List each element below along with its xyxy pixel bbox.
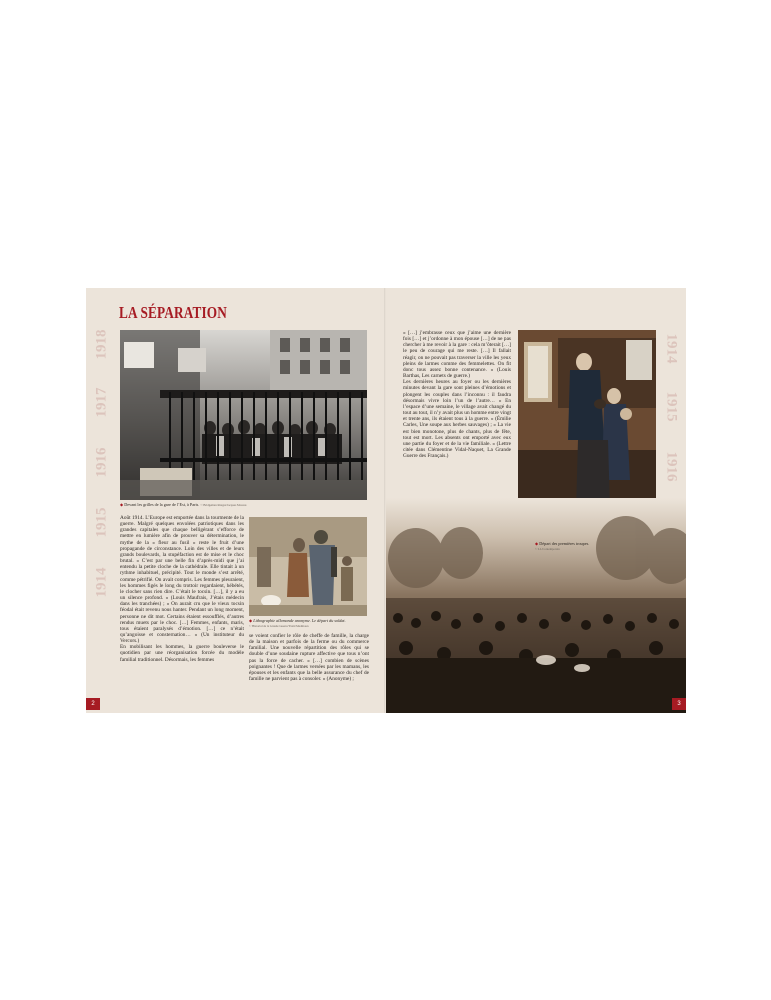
caption-text: Lithographie allemande anonyme. Le départ du soldat. (253, 618, 346, 623)
photo-lithograph (249, 517, 367, 616)
article-column-2 (249, 633, 369, 682)
caption-lithograph (249, 618, 367, 629)
year-label: 1915 (93, 507, 110, 538)
caption-bullet: ◆ (120, 502, 125, 507)
soldier-departure-illustration (249, 517, 367, 616)
marching-troops-illustration (386, 498, 686, 713)
caption-credit: © LL/Contemporain (535, 547, 560, 551)
year-label: 1916 (93, 447, 110, 478)
paragraph: se voient confier le rôle de cheffe de famille, la charge de la maison et parfois de la ferme ou du commerce familial. Une nouvelle répartition des rôles qui se double d’une soudaine rupture affective que tous n’ont pas la force de cacher. « […] combien de scènes poignantes ! Que de larmes versées par les mamans, les épouses et les enfants que la belle assurance du chef de famille ne parvient pas à consoler. » (Anonyme) ; (249, 633, 369, 683)
caption-bullet: ◆ (249, 618, 254, 623)
magazine-spread (86, 288, 686, 713)
article-column-1 (120, 515, 244, 663)
page-number-left: 2 (86, 698, 100, 710)
paragraph: « […] j’embrasse ceux que j’aime une dernière fois […] et j’ordonne à mon épouse […] de ne pas chercher à me revoir à la gare : cela m’ôterait […] le peu de courage qui me reste. […] Il fallait réagir, on ne pouvait pas traverser la ville les yeux pleins de larmes comme des femmelettes. On fit donc tous assez bonne contenance. » (Louis Barthas, Les carnets de guerre.) (403, 330, 511, 380)
caption-gare-est (120, 502, 367, 508)
paragraph: En mobilisant les hommes, la guerre bouleverse le quotidien par une réorganisation forcée du modèle familial traditionnel. Désormais, les femmes (120, 644, 244, 663)
photo-depart-troupes (386, 498, 686, 713)
caption-depart-troupes (535, 541, 615, 552)
year-label: 1915 (663, 391, 680, 422)
year-label: 1914 (93, 567, 110, 598)
paragraph: Les dernières heures au foyer ou les dernières minutes devant la gare sont pleines d’émotions et plongent les couples dans l’inconnu : il faudra désormais vivre loin l’un de l’autre… « En l’espace d’une semaine, le village avait changé du tout au tout, il n’y avait plus un homme entre vingt et trente ans, ils étaient tous à la guerre. » (Émilie Carles, Une soupe aux herbes sauvages) ; « La vie est bien monotone, plus de chants, plus de fête, tout est mort. Les absents ont emporté avec eux une partie du foyer et de la vie familiale. » (Lettre citée dans Clémentine Vidal-Naquet, La Grande Guerre des Français.) (403, 379, 511, 460)
page-title: LA SÉPARATION (119, 303, 228, 322)
train-farewell-illustration (518, 330, 656, 515)
caption-text: Départ des premières troupes. (539, 541, 590, 546)
caption-credit: © Historial de la Grande Guerre/Yazid Medmoun (249, 624, 309, 628)
caption-text: Devant les grilles de la gare de l’Est, à Paris. (124, 502, 200, 507)
caption-bullet: ◆ (535, 541, 540, 546)
year-label: 1916 (663, 451, 680, 482)
article-column-3 (403, 330, 511, 459)
railing-crowd-illustration (120, 330, 367, 500)
year-label: 1918 (93, 329, 110, 360)
year-timeline-left (89, 329, 115, 608)
year-label: 1914 (663, 333, 680, 364)
photo-dernier-baiser (518, 330, 656, 515)
paragraph: Août 1914. L’Europe est emportée dans la tourmente de la guerre. Malgré quelques envolées patriotiques dans les grandes capitales que chaque belligérant s’efforce de mettre en lumière afin de prouver sa détermination, le mythe de la « fleur au fusil » reste le fruit d’une propagande de circonstance. Loin des villes et de leurs grands boulevards, la stupéfaction est de mise et le choc brutal. « C’est par une belle fin d’après-midi que j’ai entendu la petite cloche de la cathédrale. Elle tintait à un rythme inhabituel, précipité. Tout le monde s’est arrêté, comme pétrifié. On avait compris. Les femmes pleuraient, les hommes figés le long du trottoir regardaient, hébétés, le clocher sans rien dire. C’était le tocsin. […], il y a eu un silence profond. » (Louis Maufrais, J’étais médecin dans les tranchées) ; « On aurait cru que le vieux tocsin féodal était revenu nous hanter. Pendant un long moment, personne ne dit mot. Certains étaient essoufflés, d’autres rendus muets par le choc. […] Femmes, enfants, maris, tous étaient paralysés d’émotion. […] ce n’était qu’angoisse et consternation… » (Un instituteur du Vercors.) (120, 515, 244, 645)
year-label: 1917 (93, 387, 110, 418)
caption-credit: © Bridgeman Images/Jacques Moreau (200, 503, 247, 507)
page-number-right: 3 (672, 698, 686, 710)
photo-gare-est (120, 330, 367, 500)
